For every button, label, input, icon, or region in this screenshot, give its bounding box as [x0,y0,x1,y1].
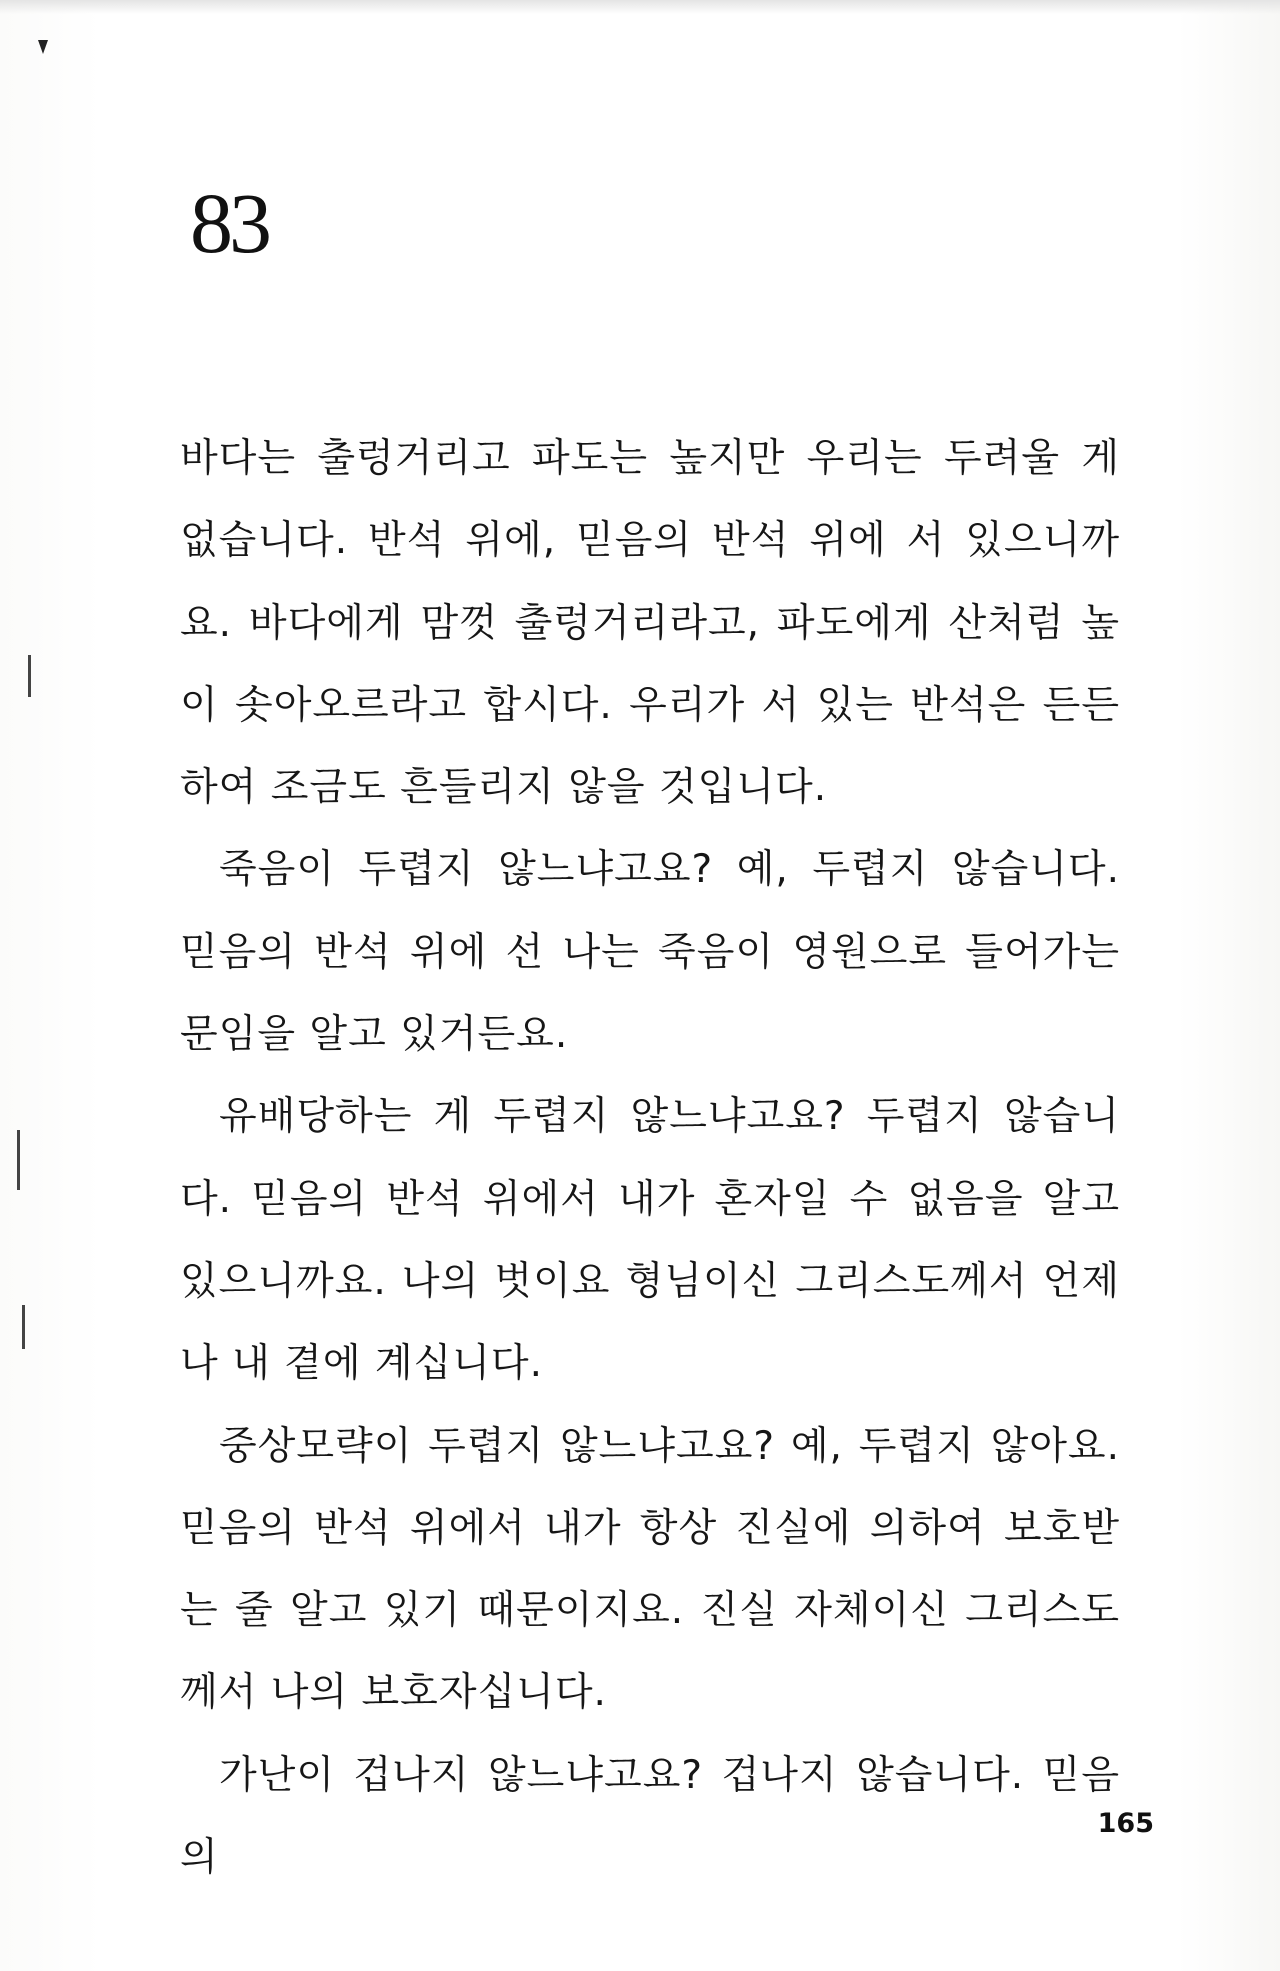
corner-mark [38,40,48,54]
paragraph: 유배당하는 게 두렵지 않느냐고요? 두렵지 않습니다. 믿음의 반석 위에서 내가 혼자일 수 없음을 알고 있으니까요. 나의 벗이요 형님이신 그리스도께서 언제나 내 곁에 계십니다. [180,1094,1120,1387]
margin-mark [28,655,31,697]
margin-mark [17,1130,20,1190]
chapter-number: 83 [190,175,268,271]
margin-mark [22,1305,25,1349]
page-number: 165 [1097,1808,1154,1839]
paragraph: 바다는 출렁거리고 파도는 높지만 우리는 두려울 게 없습니다. 반석 위에, 믿음의 반석 위에 서 있으니까요. 바다에게 맘껏 출렁거리라고, 파도에게 산처럼 높이 솟아오르라고 합시다. 우리가 서 있는 반석은 든든하여 조금도 흔들리지 않을 것입니다. [180,436,1120,811]
paragraph: 중상모략이 두렵지 않느냐고요? 예, 두렵지 않아요. 믿음의 반석 위에서 내가 항상 진실에 의하여 보호받는 줄 알고 있기 때문이지요. 진실 자체이신 그리스도께서 나의 보호자십니다. [180,1423,1120,1716]
paragraph: 가난이 겁나지 않느냐고요? 겁나지 않습니다. 믿음의 [180,1752,1120,1881]
paragraph: 죽음이 두렵지 않느냐고요? 예, 두렵지 않습니다. 믿음의 반석 위에 선 나는 죽음이 영원으로 들어가는 문임을 알고 있거든요. [180,847,1120,1058]
page-top-shadow [0,0,1280,14]
chapter-body [180,418,1120,1899]
